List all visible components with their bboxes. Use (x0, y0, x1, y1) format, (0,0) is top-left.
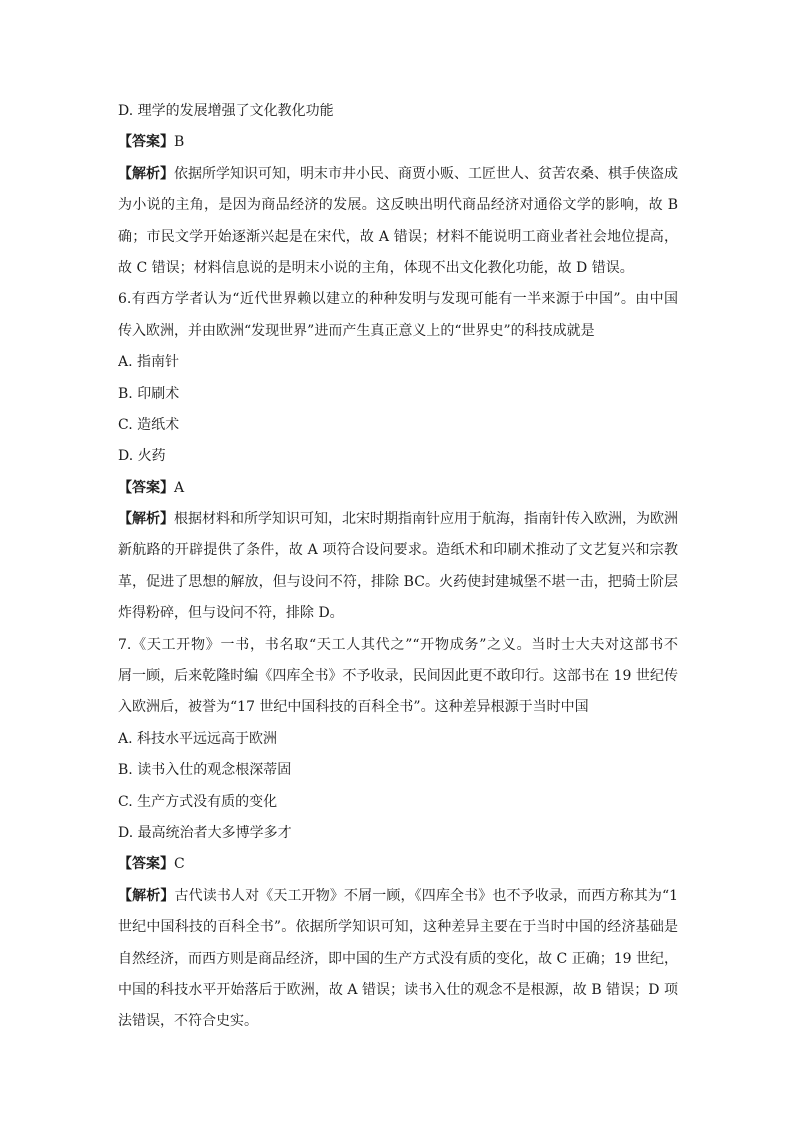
q6-stem-line-2: 传入欧洲，并由欧洲“发现世界”进而产生真正意义上的“世界史”的科技成就是 (118, 322, 595, 339)
q6-analysis-line-3: 革，促进了思想的解放，但与设问不符，排除 BC。火药使封建城堡不堪一击，把骑士阶层 (118, 573, 678, 590)
q6-option-c: C. 造纸术 (118, 416, 180, 433)
q6-analysis-line-4: 炸得粉碎，但与设问不符，排除 D。 (118, 605, 344, 622)
q7-answer (118, 849, 678, 880)
answer-value: A (174, 479, 185, 496)
q5-answer (118, 127, 678, 158)
answer-label: 【答案】 (118, 134, 174, 151)
q6-answer (118, 473, 678, 504)
q5-analysis-line-3: 确；市民文学开始逐渐兴起是在宋代，故 A 错误；材料不能说明工商业者社会地位提高， (118, 228, 678, 245)
q7-analysis-line-3: 自然经济，而西方则是商品经济，即中国的生产方式没有质的变化，故 C 正确；19 世纪， (118, 950, 678, 967)
q6-option-b: B. 印刷术 (118, 385, 180, 402)
q7-option-a: A. 科技水平远远高于欧洲 (118, 730, 278, 747)
analysis-text: 依据所学知识可知，明末市井小民、商贾小贩、工匠世人、贫苦农桑、棋手侠盗成 (174, 165, 678, 182)
q6-analysis-line-1 (118, 504, 678, 535)
q7-option-d: D. 最高统治者大多博学多才 (118, 824, 292, 841)
q7-analysis-line-5: 法错误，不符合史实。 (118, 1013, 258, 1030)
document-page (118, 96, 678, 1038)
q7-stem-line-2: 屑一顾，后来乾隆时编《四库全书》不予收录，民间因此更不敢印行。这部书在 19 世纪传 (118, 668, 678, 685)
q6-option-a: A. 指南针 (118, 354, 180, 371)
q7-analysis-line-1 (118, 881, 678, 912)
q6-stem-line-1: 6.有西方学者认为“近代世界赖以建立的种种发明与发现可能有一半来源于中国”。由中国 (118, 291, 678, 308)
analysis-text: 根据材料和所学知识可知，北宋时期指南针应用于航海，指南针传入欧洲，为欧洲 (174, 511, 678, 528)
analysis-label: 【解析】 (118, 165, 174, 182)
q7-option-b: B. 读书入仕的观念根深蒂固 (118, 762, 292, 779)
q5-analysis-line-2: 为小说的主角，是因为商品经济的发展。这反映出明代商品经济对通俗文学的影响，故 B (118, 197, 678, 214)
q6-option-d: D. 火药 (118, 448, 166, 465)
q7-analysis-line-2: 世纪中国科技的百科全书”。依据所学知识可知，这种差异主要在于当时中国的经济基础是 (118, 919, 678, 936)
q6-analysis-line-2: 新航路的开辟提供了条件，故 A 项符合设问要求。造纸术和印刷术推动了文艺复兴和宗教 (118, 542, 678, 559)
analysis-text: 古代读书人对《天工开物》不屑一顾，《四库全书》也不予收录，而西方称其为“1 (174, 887, 678, 904)
answer-value: B (174, 134, 185, 151)
q5-option-d: D. 理学的发展增强了文化教化功能 (118, 103, 334, 119)
analysis-label: 【解析】 (118, 511, 174, 528)
q7-stem-line-3: 入欧洲后，被誉为“17 世纪中国科技的百科全书”。这种差异根源于当时中国 (118, 699, 589, 716)
q7-analysis-line-4: 中国的科技水平开始落后于欧洲，故 A 错误；读书入仕的观念不是根源，故 B 错误；D 项 (118, 981, 678, 998)
answer-label: 【答案】 (118, 479, 174, 496)
q7-option-c: C. 生产方式没有质的变化 (118, 793, 278, 810)
analysis-label: 【解析】 (118, 887, 175, 904)
q5-analysis-line-4: 故 C 错误；材料信息说的是明末小说的主角，体现不出文化教化功能，故 D 错误。 (118, 259, 634, 276)
q5-analysis-line-1 (118, 159, 678, 190)
answer-value: C (174, 856, 185, 873)
answer-label: 【答案】 (118, 856, 174, 873)
q7-stem-line-1: 7.《天工开物》一书，书名取“天工人其代之”“开物成务”之义。当时士大夫对这部书不 (118, 636, 678, 653)
